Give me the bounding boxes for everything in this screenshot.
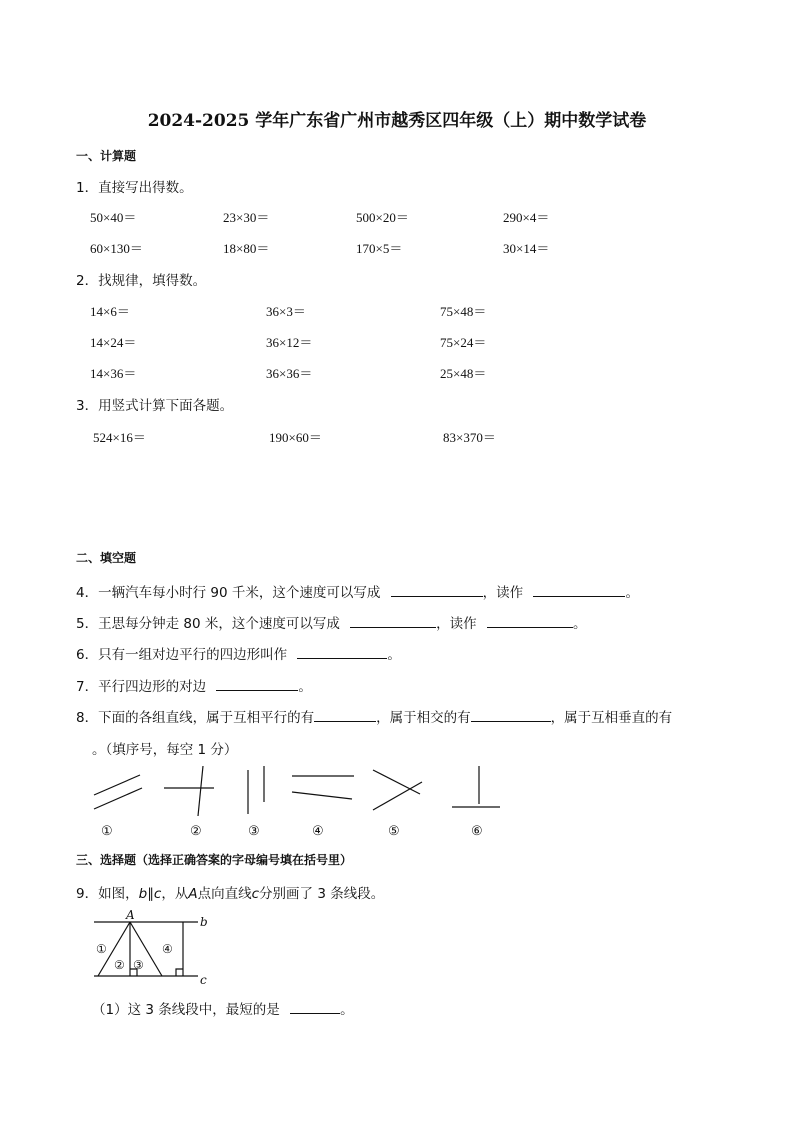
q4-text: 4．一辆汽车每小时行 90 千米，这个速度可以写成 [76, 585, 381, 601]
segment-label: ① [96, 942, 107, 956]
q7-text: 。 [298, 679, 312, 695]
answer-blank[interactable] [350, 613, 436, 628]
q1-item: 30×14＝ [503, 241, 550, 256]
line-1b [94, 788, 142, 809]
question-2-prompt: 2．找规律，填得数。 [76, 273, 207, 289]
page-title: 2024-2025 学年广东省广州市越秀区四年级（上）期中数学试卷 [147, 111, 647, 131]
question-6 [76, 643, 401, 663]
q5-text: 。 [572, 616, 587, 632]
q7-text: 7．平行四边形的对边 [76, 679, 207, 695]
group-label: ② [190, 824, 202, 839]
segment-label: ② [114, 958, 125, 972]
line-label: b [200, 915, 208, 929]
question-3-prompt: 3．用竖式计算下面各题。 [76, 398, 234, 414]
section-heading-calc: 一、计算题 [76, 149, 137, 163]
group-label: ③ [248, 824, 260, 839]
q9-figure [90, 907, 220, 987]
question-4 [76, 581, 639, 601]
line-4b [292, 792, 352, 799]
answer-blank[interactable] [216, 676, 298, 691]
q1-item: 290×4＝ [503, 210, 550, 225]
group-label: ⑤ [388, 824, 400, 839]
q9-text: 点向直线 [197, 886, 252, 902]
q4-text: 。 [625, 585, 639, 601]
q2-item: 14×6＝ [90, 304, 130, 319]
q1-item: 23×30＝ [223, 210, 270, 225]
section-heading-choice: 三、选择题（选择正确答案的字母编号填在括号里） [76, 853, 353, 867]
q9-sub-text: （1）这 3 条线段中，最短的是 [92, 1002, 280, 1018]
q3-item: 190×60＝ [269, 430, 322, 445]
q1-item: 50×40＝ [90, 210, 137, 225]
q3-item: 524×16＝ [93, 430, 146, 445]
answer-blank[interactable] [391, 582, 483, 597]
line-5a [373, 770, 420, 794]
q8-text: ，属于相交的有 [376, 710, 471, 726]
question-9-sub1 [92, 998, 354, 1018]
question-1-prompt: 1．直接写出得数。 [76, 180, 193, 196]
q6-text: 。 [387, 647, 401, 663]
q4-text: ，读作 [482, 585, 524, 601]
segment-label: ④ [162, 942, 173, 956]
group-label: ① [101, 824, 113, 839]
question-9-prompt [76, 882, 384, 902]
segment-label: ③ [133, 958, 144, 972]
question-8 [76, 706, 672, 726]
q1-item: 18×80＝ [223, 241, 270, 256]
answer-blank[interactable] [297, 644, 387, 659]
q9-sub-text: 。 [340, 1002, 354, 1018]
q9-text: 9．如图， [76, 886, 139, 902]
q2-item: 36×12＝ [266, 335, 313, 350]
question-8-note: 。（填序号，每空 1 分） [92, 742, 238, 758]
answer-blank[interactable] [487, 613, 573, 628]
answer-blank[interactable] [533, 582, 625, 597]
q9-text: ，从 [161, 886, 189, 902]
answer-blank[interactable] [471, 707, 551, 722]
q1-item: 500×20＝ [356, 210, 409, 225]
q2-item: 14×36＝ [90, 366, 137, 381]
line-2b [198, 766, 203, 816]
q6-text: 6．只有一组对边平行的四边形叫作 [76, 647, 288, 663]
line-5b [373, 782, 422, 810]
q2-item: 75×48＝ [440, 304, 487, 319]
q9-text: 分别画了 3 条线段。 [259, 886, 385, 902]
right-angle-mark [176, 969, 183, 976]
group-label: ⑥ [471, 824, 483, 839]
q2-item: 14×24＝ [90, 335, 137, 350]
q9-text: c [251, 886, 260, 902]
q2-item: 36×36＝ [266, 366, 313, 381]
q8-text: ，属于互相垂直的有 [550, 710, 673, 726]
q3-item: 83×370＝ [443, 430, 496, 445]
q1-item: 170×5＝ [356, 241, 403, 256]
question-5 [76, 612, 586, 632]
answer-blank[interactable] [314, 707, 376, 722]
question-7 [76, 675, 312, 695]
q5-text: ，读作 [436, 616, 477, 632]
group-label: ④ [312, 824, 324, 839]
q2-item: 25×48＝ [440, 366, 487, 381]
q2-item: 75×24＝ [440, 335, 487, 350]
q9-text: A [188, 886, 198, 902]
answer-blank[interactable] [290, 999, 340, 1014]
q1-item: 60×130＝ [90, 241, 143, 256]
line-groups-figure [86, 762, 506, 842]
section-heading-fill: 二、填空题 [76, 551, 137, 565]
line-label: c [200, 973, 207, 987]
q2-item: 36×3＝ [266, 304, 306, 319]
q9-text: b∥c [138, 886, 162, 902]
point-label: A [126, 908, 135, 922]
q5-text: 5．王思每分钟走 80 米，这个速度可以写成 [76, 616, 340, 632]
q8-text: 8．下面的各组直线，属于互相平行的有 [76, 710, 315, 726]
